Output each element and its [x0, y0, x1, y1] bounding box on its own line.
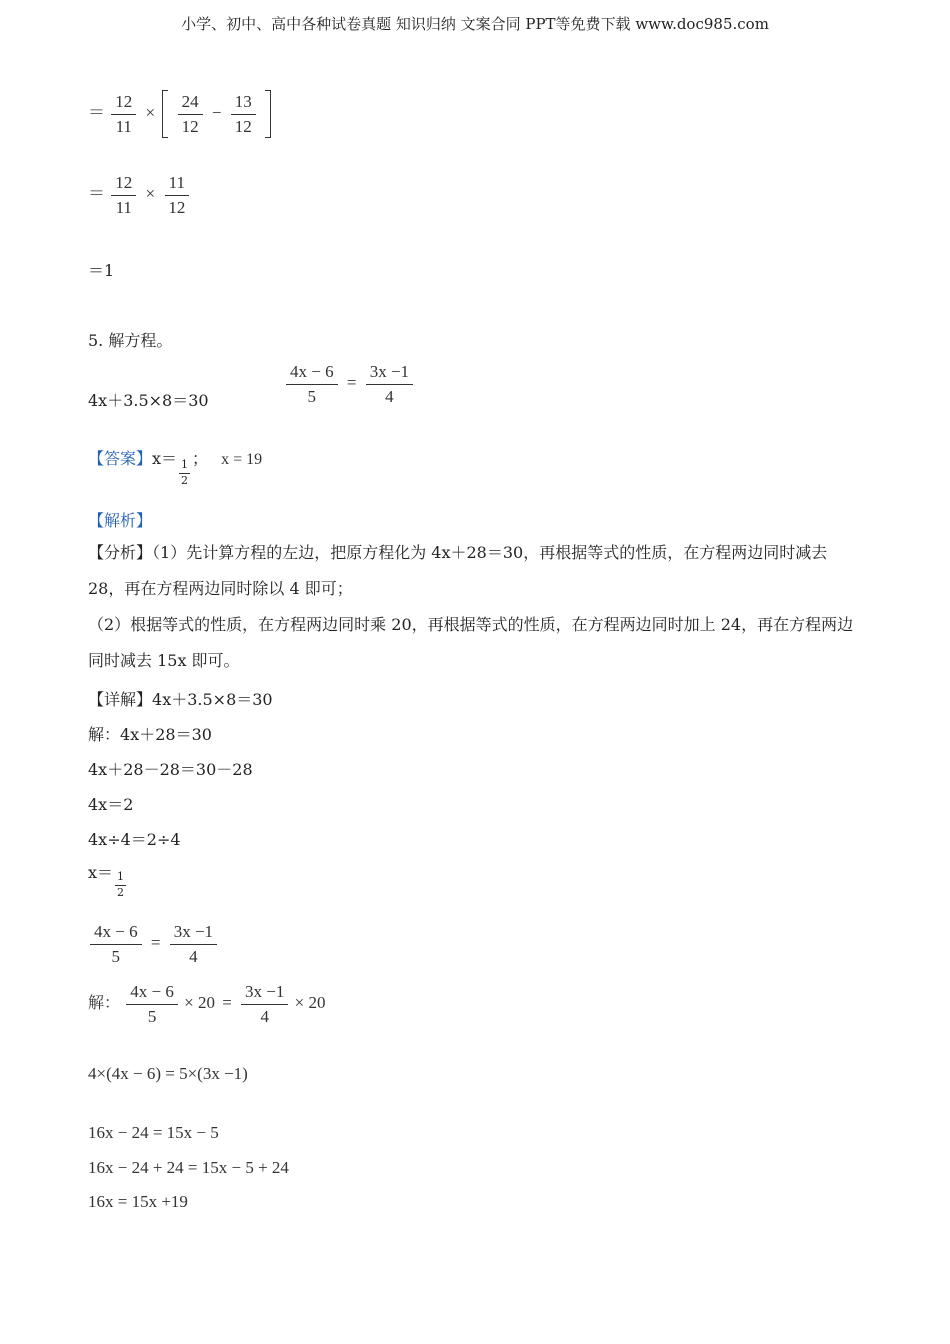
analysis-paragraph-1: 【分析】（1）先计算方程的左边，把原方程化为 4x＋28＝30，再根据等式的性质，在方程两边同时减去 28，再在方程两边同时除以 4 即可；	[88, 543, 828, 598]
fraction: $\frac{3x -1}{4}$	[241, 982, 288, 1026]
fraction: $\frac{1}{2}$	[117, 870, 125, 899]
fraction: $\frac{4x - 6}{5}$	[126, 982, 178, 1026]
times-sign: ×	[145, 102, 156, 122]
fraction: $\frac{12}{11}$	[111, 173, 136, 217]
page-header: 小学、初中、高中各种试卷真题 知识归纳 文案合同 PPT等免费下载 www.doc985.com	[181, 15, 769, 33]
fraction: $\frac{24}{12}$	[178, 92, 203, 136]
analysis-paragraph-2: （2）根据等式的性质，在方程两边同时乘 20，再根据等式的性质，在方程两边同时加上 24，再在方程两边同时减去 15x 即可。	[88, 615, 854, 670]
detail-step: 16x − 24 + 24 = 15x − 5 + 24	[88, 1158, 289, 1177]
detail-step: x＝ $\frac{1}{2}$	[88, 863, 125, 899]
equals-sign: ＝	[88, 102, 105, 122]
left-bracket	[162, 90, 168, 138]
prev-result: ＝1	[88, 261, 115, 280]
detail-equation-3: 解： $\frac{4x - 6}{5}$ × 20 = $\frac{3x -1}{4}$ × 20	[88, 982, 326, 1026]
prev-step-2	[88, 173, 191, 217]
detail-step: 4x＋28－28＝30－28	[88, 760, 253, 779]
detail-step: 16x = 15x +19	[88, 1192, 188, 1211]
fraction: $\frac{11}{12}$	[164, 173, 189, 217]
fraction: $\frac{1}{2}$	[181, 458, 189, 487]
prev-step-1	[88, 90, 271, 138]
detail-heading: 【详解】4x＋3.5×8＝30	[88, 690, 273, 709]
answer-line: 【答案】x＝ $\frac{1}{2}$ ； x = 19	[88, 449, 263, 487]
fraction: $\frac{12}{11}$	[111, 92, 136, 136]
fraction: $\frac{3x -1}{4}$	[170, 922, 217, 966]
times-sign: ×	[145, 183, 156, 203]
detail-step: 4x＝2	[88, 795, 134, 814]
fraction: $\frac{4x - 6}{5}$	[90, 922, 142, 966]
equals-sign: ＝	[88, 183, 105, 203]
fraction: $\frac{3x -1}{4}$	[366, 362, 413, 406]
right-bracket	[265, 90, 271, 138]
detail-step: 解：4x＋28＝30	[88, 725, 212, 744]
minus-sign: −	[211, 102, 222, 122]
fraction: $\frac{4x - 6}{5}$	[286, 362, 338, 406]
detail-step: 16x − 24 = 15x − 5	[88, 1123, 219, 1142]
detail-equation-2: $\frac{4x - 6}{5}$ = $\frac{3x -1}{4}$	[88, 922, 219, 966]
fraction: $\frac{13}{12}$	[231, 92, 256, 136]
detail-step: 4x÷4＝2÷4	[88, 830, 181, 849]
question-equation-2: $\frac{4x - 6}{5}$ = $\frac{3x -1}{4}$	[284, 362, 415, 406]
question-equation-1: 4x＋3.5×8＝30	[88, 391, 209, 410]
question-title: 5. 解方程。	[88, 331, 173, 350]
analysis-tag: 【解析】	[88, 511, 153, 530]
detail-step: 4×(4x − 6) = 5×(3x −1)	[88, 1064, 248, 1083]
answer-tag: 【答案】	[88, 449, 153, 468]
